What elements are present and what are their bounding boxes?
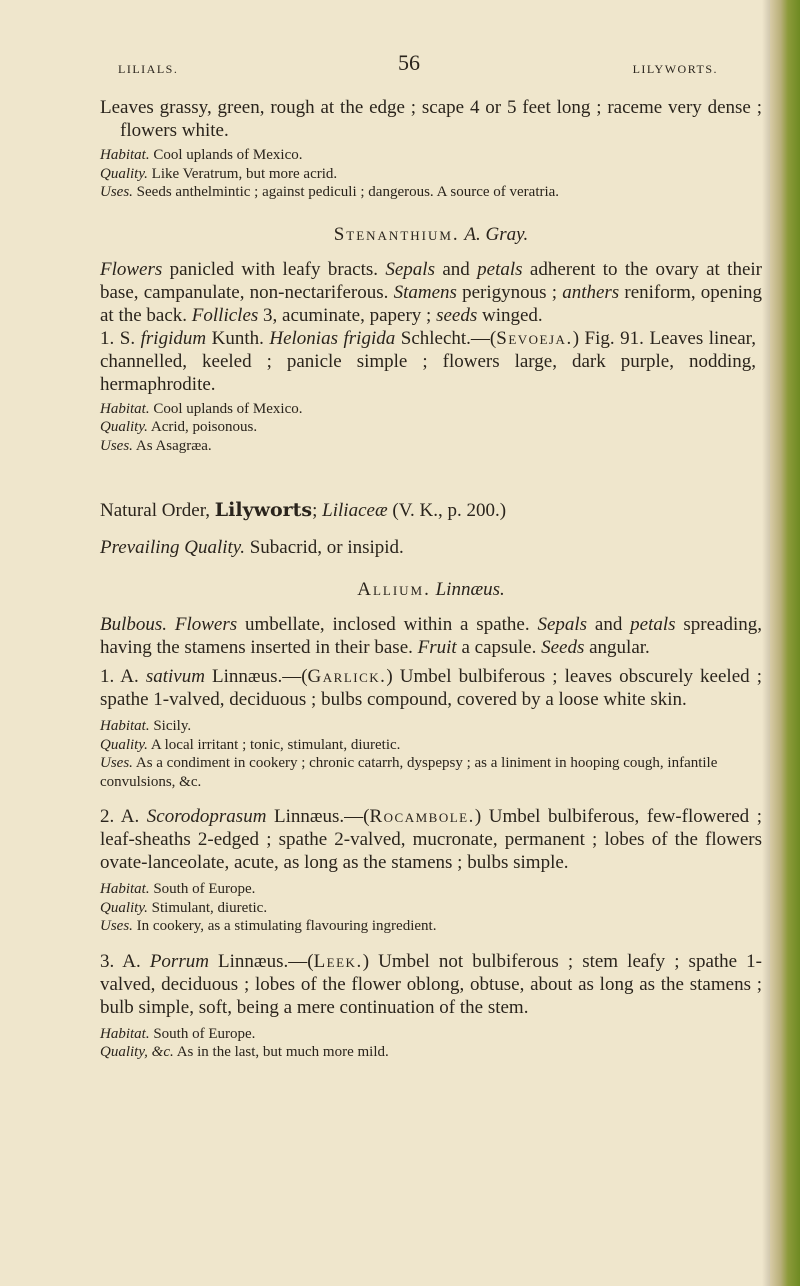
note-text: Cool uplands of Mexico.: [153, 147, 303, 163]
note-label: Quality.: [100, 736, 148, 753]
species-allium-scorodoprasum: [100, 805, 762, 874]
note-text: Seeds anthelmintic ; against pediculi ; dangerous. A source of veratria.: [136, 184, 560, 200]
term: Sepals: [537, 614, 588, 635]
species-number: 1. A.: [100, 666, 139, 687]
header-right: LILYWORTS.: [632, 62, 718, 76]
authority: Linnæus.—(: [266, 806, 370, 827]
common-name: Garlick.: [307, 666, 387, 687]
note-label: Habitat.: [100, 718, 150, 734]
note-text: As a condiment in cookery ; chronic catarrh, dyspepsy ; as a liniment in hooping cough, infantile convulsions, &c.: [100, 755, 718, 790]
figure-ref: ) Fig. 91.: [572, 327, 644, 349]
text: ): [474, 806, 482, 827]
authority: Linnæus.—(: [208, 950, 314, 972]
note-label: Quality, &c.: [100, 1044, 174, 1060]
note-label: Quality.: [100, 899, 148, 916]
text: winged.: [477, 304, 543, 326]
genus-name: Allium.: [357, 579, 431, 600]
note-label: Habitat.: [100, 1025, 150, 1042]
description-veratrum: Leaves grassy, green, rough at the edge ; scape 4 or 5 feet long ; raceme very dense ; flowers white.: [100, 97, 762, 141]
term: Sepals: [385, 258, 435, 280]
text: adherent to the ovary at their base, campanulate, non-nectariferous.: [100, 258, 762, 303]
text: 3, acuminate, papery ;: [258, 304, 437, 326]
label: Prevailing Quality.: [100, 537, 245, 558]
term: Flowers: [174, 614, 238, 635]
note-text: Cool uplands of Mexico.: [153, 400, 303, 417]
running-header: [118, 50, 718, 80]
term: seeds: [436, 304, 478, 326]
genus-heading-stenanthium: [100, 224, 762, 246]
species-description: Umbel not bulbiferous ; stem leafy ; spathe 1-valved, deciduous ; lobes of the flower oblong, obtuse, about as long as the stamens ; bulb simple, soft, being a mere continuation of the stem.: [100, 950, 762, 1018]
text: and: [587, 614, 631, 635]
genus-name: Stenanthium.: [333, 223, 460, 245]
synonym: Helonias frigida: [269, 327, 396, 349]
prevailing-quality: [100, 536, 762, 559]
note-text: Stimulant, diuretic.: [151, 899, 268, 916]
note-text: South of Europe.: [153, 881, 256, 897]
genus-description-stenanthium: [100, 258, 762, 327]
text: umbellate, inclosed within a spathe.: [237, 614, 538, 635]
term: Stamens: [393, 281, 457, 303]
note-quality: [100, 899, 762, 918]
note-uses: [100, 183, 762, 202]
species-name: frigidum: [140, 327, 207, 349]
text: perigynous ;: [456, 281, 563, 303]
term: Fruit: [417, 637, 457, 658]
species-description: Leaves linear, channelled, keeled ; panicle simple ; flowers large, dark purple, nodding, hermaphrodite.: [100, 327, 756, 395]
term: Seeds: [541, 637, 585, 658]
page-edge: [770, 0, 800, 1286]
note-text: Like Veratrum, but more acrid.: [151, 165, 338, 182]
note-label: Uses.: [100, 184, 133, 200]
note-label: Habitat.: [100, 147, 150, 163]
species-name: Porrum: [149, 950, 209, 972]
note-label: Quality.: [100, 419, 148, 435]
common-name: Rocambole.: [369, 806, 475, 827]
note-uses: [100, 437, 762, 456]
page-body: [100, 96, 762, 1062]
species-number: 3. A.: [100, 950, 141, 972]
species-description: Umbel bulbiferous ; leaves obscurely keeled ; spathe 1-valved, deciduous ; bulbs compound, covered by a loose white skin.: [100, 666, 762, 710]
note-text: Sicily.: [153, 718, 192, 734]
note-text: Acrid, poisonous.: [150, 419, 258, 435]
note-habitat: [100, 146, 762, 165]
species-allium-sativum: [100, 665, 762, 711]
text: ;: [312, 500, 323, 521]
note-label: Uses.: [100, 437, 133, 454]
natural-order-line: [100, 499, 762, 522]
note-label: Quality.: [100, 165, 148, 182]
text: [167, 614, 175, 635]
authority: Schlecht.—(: [395, 327, 497, 349]
species-description: Umbel bulbiferous, few-flowered ; leaf-sheaths 2-edged ; spathe 2-valved, mucronate, permanent ; lobes of the flowers ovate-lanceolate, acute, as long as the stamens ; bulbs simple.: [100, 806, 762, 873]
common-name: Sevoeja.: [496, 327, 573, 349]
text: reniform, opening at the back.: [100, 281, 762, 326]
note-label: Uses.: [100, 918, 133, 934]
note-uses: [100, 917, 762, 936]
page-number: 56: [398, 50, 420, 75]
term: Follicles: [191, 304, 259, 326]
term: anthers: [562, 281, 620, 303]
note-label: Habitat.: [100, 881, 150, 897]
note-habitat: [100, 880, 762, 899]
common-name: Leek.: [313, 950, 363, 972]
note-quality: [100, 418, 762, 437]
authority: Kunth.: [206, 327, 270, 349]
term: petals: [477, 258, 523, 280]
term: Bulbous.: [100, 614, 168, 635]
text: Natural Order,: [100, 500, 215, 521]
note-label: Habitat.: [100, 400, 150, 417]
note-habitat: [100, 717, 762, 736]
text: ): [362, 950, 370, 972]
species-number: 1. S.: [100, 327, 136, 349]
note-quality: [100, 165, 762, 184]
note-quality: [100, 1043, 762, 1062]
text: angular.: [584, 637, 650, 658]
note-habitat: [100, 400, 762, 419]
order-latin: Liliaceæ: [322, 500, 388, 521]
text: Subacrid, or insipid.: [244, 537, 404, 558]
header-left: LILIALS.: [118, 62, 179, 76]
note-label: Uses.: [100, 755, 133, 771]
authority: Linnæus.—(: [204, 666, 308, 687]
genus-heading-allium: [100, 579, 762, 601]
note-quality: [100, 736, 762, 755]
genus-authority: A. Gray.: [464, 223, 529, 245]
species-name: Scorodoprasum: [146, 806, 267, 827]
text: panicled with leafy bracts.: [162, 258, 386, 280]
species-number: 2. A.: [100, 806, 140, 827]
note-text: A local irritant ; tonic, stimulant, diuretic.: [150, 736, 401, 753]
note-text: As in the last, but much more mild.: [176, 1044, 389, 1060]
reference: (V. K., p. 200.): [387, 500, 507, 521]
species-stenanthium-frigidum: [100, 327, 762, 396]
genus-authority: Linnæus.: [435, 579, 505, 600]
term: petals: [630, 614, 676, 635]
species-allium-porrum: [100, 950, 762, 1019]
text: spreading, having the stamens inserted in their base.: [100, 614, 762, 658]
note-text: South of Europe.: [153, 1025, 256, 1042]
term: Flowers: [100, 258, 163, 280]
text: and: [434, 258, 478, 280]
text: a capsule.: [456, 637, 542, 658]
note-habitat: [100, 1025, 762, 1044]
note-uses: [100, 754, 762, 791]
note-text: As Asagræa.: [135, 437, 212, 454]
genus-description-allium: [100, 613, 762, 659]
text: ): [386, 666, 393, 687]
order-english: Lilyworts: [214, 499, 313, 521]
note-text: In cookery, as a stimulating flavouring ingredient.: [136, 918, 437, 934]
species-name: sativum: [145, 666, 205, 687]
